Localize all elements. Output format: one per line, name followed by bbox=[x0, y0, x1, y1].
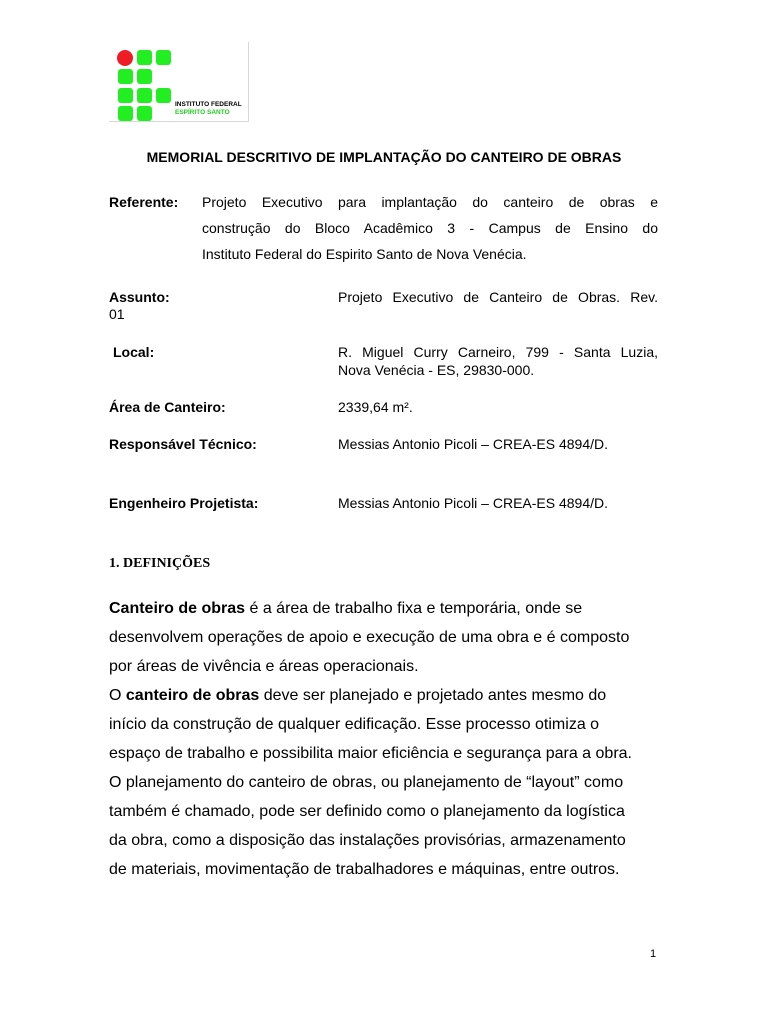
assunto-value-continued: 01 bbox=[109, 306, 125, 322]
paragraph-line bbox=[109, 600, 582, 618]
paragraph-text: O bbox=[109, 687, 126, 704]
logo-text-line2: ESPÍRITO SANTO bbox=[175, 109, 230, 116]
logo-green-square bbox=[118, 88, 133, 103]
paragraph-line: por áreas de vivência e áreas operacionais. bbox=[109, 658, 419, 675]
logo-green-square bbox=[137, 106, 152, 121]
paragraph-text: deve ser planejado e projetado antes mesmo do bbox=[259, 687, 607, 704]
referente-line-3: Instituto Federal do Espirito Santo de Nova Venécia. bbox=[202, 246, 527, 262]
logo-green-square bbox=[137, 50, 152, 65]
paragraph-line bbox=[109, 687, 606, 705]
paragraph-line: desenvolvem operações de apoio e execução de uma obra e é composto bbox=[109, 629, 630, 646]
logo-green-square bbox=[156, 50, 171, 65]
paragraph-text: é a área de trabalho fixa e temporária, onde se bbox=[245, 600, 583, 617]
bold-term: Canteiro de obras bbox=[109, 600, 246, 617]
paragraph-line: O planejamento do canteiro de obras, ou planejamento de “layout” como bbox=[109, 774, 624, 791]
section-heading: 1. DEFINIÇÕES bbox=[109, 556, 211, 571]
assunto-label: Assunto: bbox=[109, 289, 170, 305]
paragraph-line: também é chamado, pode ser definido como o planejamento da logística bbox=[109, 803, 625, 820]
paragraph-line: da obra, como a disposição das instalações provisórias, armazenamento bbox=[109, 832, 626, 849]
engenheiro-value: Messias Antonio Picoli – CREA-ES 4894/D. bbox=[338, 495, 609, 511]
assunto-value: Projeto Executivo de Canteiro de Obras. Rev. bbox=[338, 289, 658, 305]
logo-red-dot bbox=[117, 50, 133, 66]
logo-text-line1: INSTITUTO FEDERAL bbox=[175, 101, 242, 108]
logo-green-square bbox=[137, 88, 152, 103]
page-number: 1 bbox=[650, 948, 657, 960]
logo-green-square bbox=[156, 88, 171, 103]
document-title: MEMORIAL DESCRITIVO DE IMPLANTAÇÃO DO CANTEIRO DE OBRAS bbox=[146, 149, 622, 165]
logo-green-square bbox=[118, 106, 133, 121]
local-line-1: R. Miguel Curry Carneiro, 799 - Santa Luzia, bbox=[338, 344, 658, 360]
logo-green-square bbox=[137, 69, 152, 84]
local-label: Local: bbox=[113, 344, 155, 360]
area-label: Área de Canteiro: bbox=[109, 399, 226, 415]
referente-label: Referente: bbox=[109, 194, 179, 210]
responsavel-label: Responsável Técnico: bbox=[109, 436, 257, 452]
logo-green-square bbox=[118, 69, 133, 84]
responsavel-value: Messias Antonio Picoli – CREA-ES 4894/D. bbox=[338, 436, 609, 452]
bold-term: canteiro de obras bbox=[125, 687, 260, 704]
paragraph-line: de materiais, movimentação de trabalhadores e máquinas, entre outros. bbox=[109, 861, 620, 878]
local-line-2: Nova Venécia - ES, 29830-000. bbox=[338, 362, 535, 378]
engenheiro-label: Engenheiro Projetista: bbox=[109, 495, 259, 511]
referente-line-1: Projeto Executivo para implantação do canteiro de obras e bbox=[202, 194, 658, 210]
paragraph-line: início da construção de qualquer edificação. Esse processo otimiza o bbox=[109, 716, 600, 733]
institution-logo bbox=[109, 42, 249, 122]
paragraph-line: espaço de trabalho e possibilita maior eficiência e segurança para a obra. bbox=[109, 745, 632, 762]
area-value: 2339,64 m². bbox=[338, 399, 413, 415]
referente-line-2: construção do Bloco Acadêmico 3 - Campus de Ensino do bbox=[202, 220, 658, 236]
